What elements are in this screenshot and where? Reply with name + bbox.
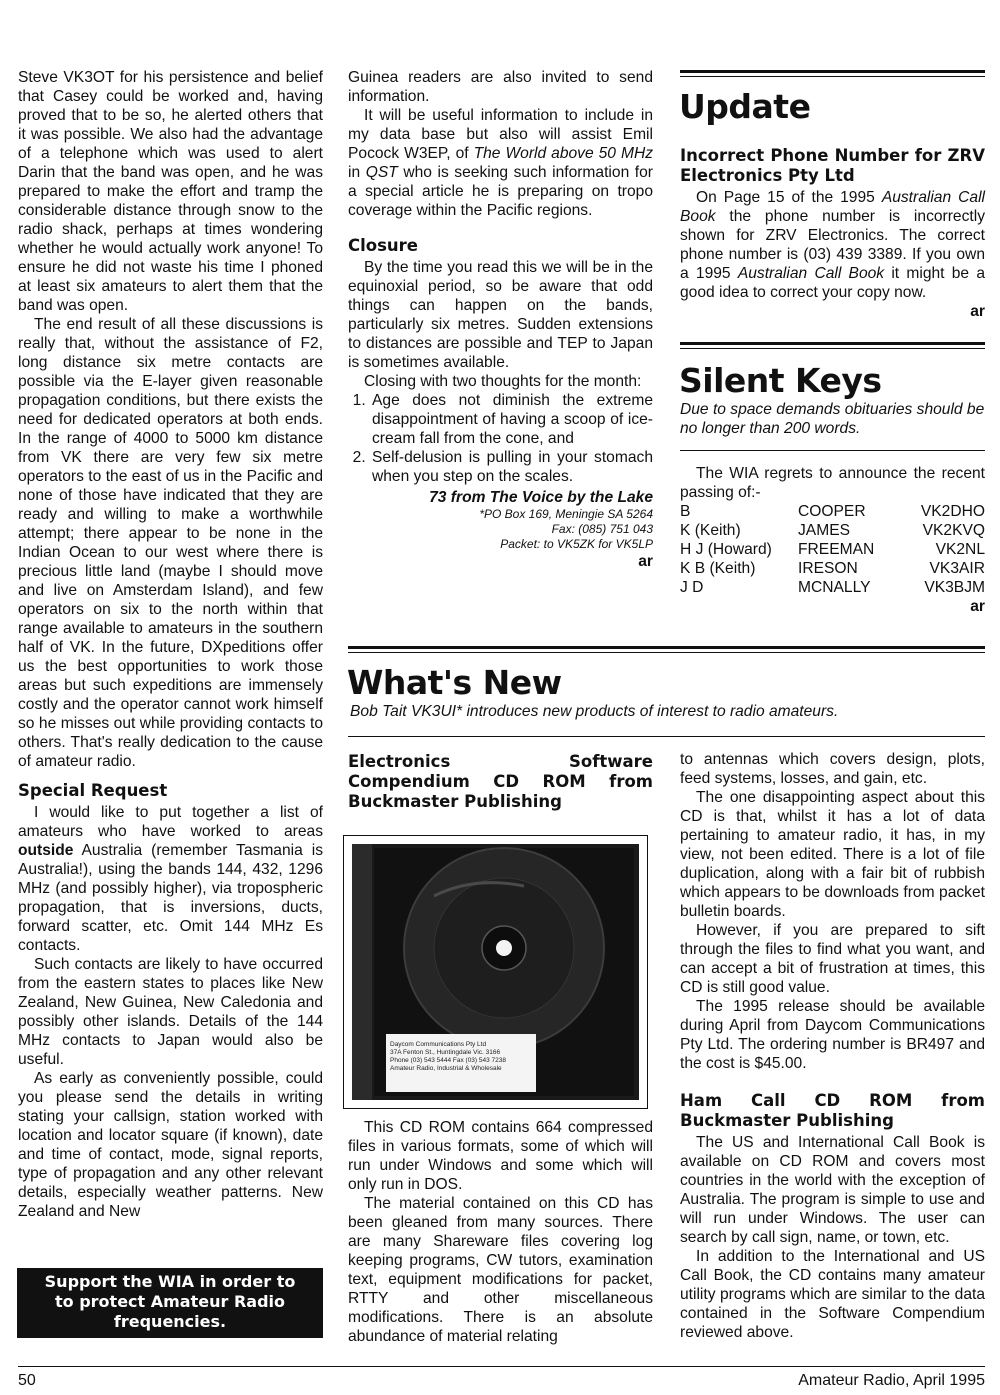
footer-rule (18, 1366, 985, 1367)
update-section (680, 146, 985, 321)
callout-line: frequencies. (113, 1312, 227, 1331)
cd-article-paragraph: to antennas which covers design, plots, feed systems, losses, and gain, etc. (680, 751, 985, 787)
table-row: K (Keith) JAMES VK2KVQ (680, 522, 985, 539)
update-subheading: Incorrect Phone Number for ZRV Electronics Pty Ltd (680, 146, 985, 185)
cd-article-paragraph: The material contained on this CD has been gleaned from many sources. There are many Shareware files covering log keeping programs, CW tutors, examination text, equipment modifications for packet, RTTY and other miscellaneous modifications. There is an absolute abundance of material relating (348, 1195, 653, 1345)
packet-line: Packet: to VK5ZK for VK5LP (500, 537, 653, 551)
column-2 (348, 68, 653, 571)
closing-thoughts-list (348, 391, 653, 486)
whats-new-title: What's New (347, 663, 562, 702)
signoff: 73 from The Voice by the Lake (429, 489, 653, 506)
list-item: 1. Age does not diminish the extreme disappointment of having a scoop of ice-cream fall from the cone, and (370, 391, 653, 448)
whats-new-byline: Bob Tait VK3UI* introduces new products of interest to radio amateurs. (350, 703, 839, 720)
column-1 (18, 68, 323, 1221)
whats-new-rule-thin (348, 652, 985, 653)
update-rule (680, 70, 985, 73)
ham-call-paragraph: The US and International Call Book is available on CD ROM and covers most countries in the world with the exception of Australia. The program is simple to use and will run under Windows. The user can search by call sign, name, or town, etc. (680, 1134, 985, 1246)
support-wia-callout (17, 1268, 323, 1338)
col2-paragraph: It will be useful information to include in my data base but also will assist Emil Pocock W3EP, of The World above 50 MHz in QST who is seeking such information for a special article he is preparing on tropo coverage within the Pacific regions. (348, 107, 653, 219)
silent-keys-title: Silent Keys (679, 361, 882, 400)
ham-call-paragraph: In addition to the International and US Call Book, the CD contains many amateur utility programs which are similar to the data contained in the Software Compendium reviewed above. (680, 1248, 985, 1341)
table-row: H J (Howard) FREEMAN VK2NL (680, 541, 985, 558)
table-row: J D MCNALLY VK3BJM (680, 579, 985, 596)
table-row: K B (Keith) IRESON VK3AIR (680, 560, 985, 577)
cd-article-heading: Electronics Software Compendium CD ROM from Buckmaster Publishing (348, 752, 653, 811)
whats-new-rule (348, 646, 985, 649)
col1-paragraph: The end result of all these discussions is really that, without the assistance of F2, long distance six metre contacts are possible via the E-layer given reasonable propagation conditions, but there exists the need for dedicated operators at both ends. In the range of 4000 to 5000 km distance from VK there are very few six metre operators to the east of us in the Pacific and none of those have indicated that they are ready and willing to make a worthwhile attempt; there appear to be none in the Indian Ocean to our west where there is precious little land (maybe I should move and live on Amsterdam Island), and few operators on six to the north within that range available to amateurs in the southern half of VK. In the future, DXpeditions offer us the best opportunities to work those areas but such expeditions are immensely costly and the operator cannot work himself so he misses out while providing contacts to others. That's really dedication to the cause of amateur radio. (18, 316, 323, 770)
silent-keys-section (680, 400, 985, 616)
whats-new-divider (348, 736, 985, 737)
col1-paragraph: Steve VK3OT for his persistence and belief that Casey could be worked and, having proved that to be so, he alerted others that it was possible. We also had the advantage of a telephone which was used to alert Darin that the band was open, and he was prepared to make the effort and tramp the considerable distance through snow to the radio shack, perhaps at times wondering whether he would actually work anyone! To ensure he did not waste his time I phoned at least six amateurs to alert them that the band was open. (18, 69, 323, 314)
cd-article-paragraph: The one disappointing aspect about this CD is that, whilst it has a lot of data pertaining to amateur radio, it has, in my view, not been edited. There is a lot of file duplication, along with a fair bit of rubbish which appears to be downloads from packet bulletin boards. (680, 789, 985, 920)
update-title: Update (679, 87, 811, 126)
ham-call-heading: Ham Call CD ROM from Buckmaster Publishing (680, 1091, 985, 1130)
silent-keys-rule-thin (680, 348, 985, 349)
silent-keys-table (680, 502, 985, 597)
silent-keys-divider (680, 450, 985, 451)
special-request-heading: Special Request (18, 781, 168, 800)
col2-paragraph: Closing with two thoughts for the month: (364, 373, 642, 390)
cd-article-heading-block (348, 752, 653, 812)
list-item: 2. Self-delusion is pulling in your stomach when you step on the scales. (370, 448, 653, 486)
col1-paragraph: Such contacts are likely to have occurred from the eastern states to places like New Zealand, New Guinea, New Caledonia and possibly other islands. Details of the 144 MHz contacts to Japan would also be useful. (18, 956, 323, 1068)
cd-article-body-2 (680, 750, 985, 1342)
col2-paragraph: By the time you read this we will be in the equinoxial period, so be aware that odd things can happen on the bands, particularly six metres. Sudden extensions to distances are possible and TEP to Japan is sometimes available. (348, 259, 653, 371)
page-number: 50 (18, 1372, 36, 1389)
callout-line: to protect Amateur Radio (55, 1292, 285, 1311)
address-line: *PO Box 169, Meningie SA 5264 (479, 507, 653, 521)
cd-article-paragraph: The 1995 release should be available during April from Daycom Communications Pty Ltd. The ordering number is BR497 and the cost is $45.00. (680, 998, 985, 1072)
daycom-label: Daycom Communications Pty Ltd 37A Fenton St., Huntingdale Vic. 3166 Phone (03) 543 5444 Fax (03) 543 7238 Amateur Radio, Industrial & Wholesale (390, 1041, 507, 1072)
silent-keys-note: Due to space demands obituaries should be no longer than 200 words. (680, 401, 985, 437)
silent-keys-intro: The WIA regrets to announce the recent passing of:- (680, 465, 985, 501)
fax-line: Fax: (085) 751 043 (551, 522, 653, 536)
table-row: B COOPER VK2DHO (680, 503, 985, 520)
update-paragraph: On Page 15 of the 1995 Australian Call Book the phone number is incorrectly shown for ZRV Electronics. The correct phone number is (03) 439 3389. If you own a 1995 Australian Call Book it might be a good idea to correct your copy now. (680, 189, 986, 301)
silent-keys-rule (680, 342, 985, 345)
cd-article-paragraph: This CD ROM contains 664 compressed files in various formats, some of which will run under Windows and some which will only run in DOS. (348, 1119, 653, 1193)
cd-article-body-1 (348, 1118, 653, 1346)
closure-heading: Closure (348, 236, 418, 255)
col1-paragraph: I would like to put together a list of amateurs who have worked to areas outside Australia (remember Tasmania is Australia!), using the bands 144, 432, 1296 MHz (and possibly higher), via tropospheric propagation, that is inversions, ducts, forward scatter, etc. Omit 144 MHz Es contacts. (18, 804, 323, 954)
update-rule-thin (680, 76, 985, 77)
cd-photo-frame (343, 835, 648, 1109)
col2-paragraph: Guinea readers are also invited to send information. (348, 69, 653, 105)
issue-label: Amateur Radio, April 1995 (798, 1372, 985, 1389)
ar-mark: ar (638, 553, 653, 570)
ar-mark: ar (970, 598, 985, 615)
callout-line: Support the WIA in order to (44, 1272, 296, 1291)
cd-article-paragraph: However, if you are prepared to sift through the files to find what you want, and can accept a bit of frustration at times, this CD is still good value. (680, 922, 985, 996)
ar-mark: ar (970, 303, 985, 320)
col1-paragraph: As early as conveniently possible, could you please send the details in writing stating your callsign, station worked with location and locator square (if known), date and time of contact, mode, signal reports, type of propagation and any other relevant details, especially weather patterns. New Zealand and New (18, 1070, 323, 1220)
